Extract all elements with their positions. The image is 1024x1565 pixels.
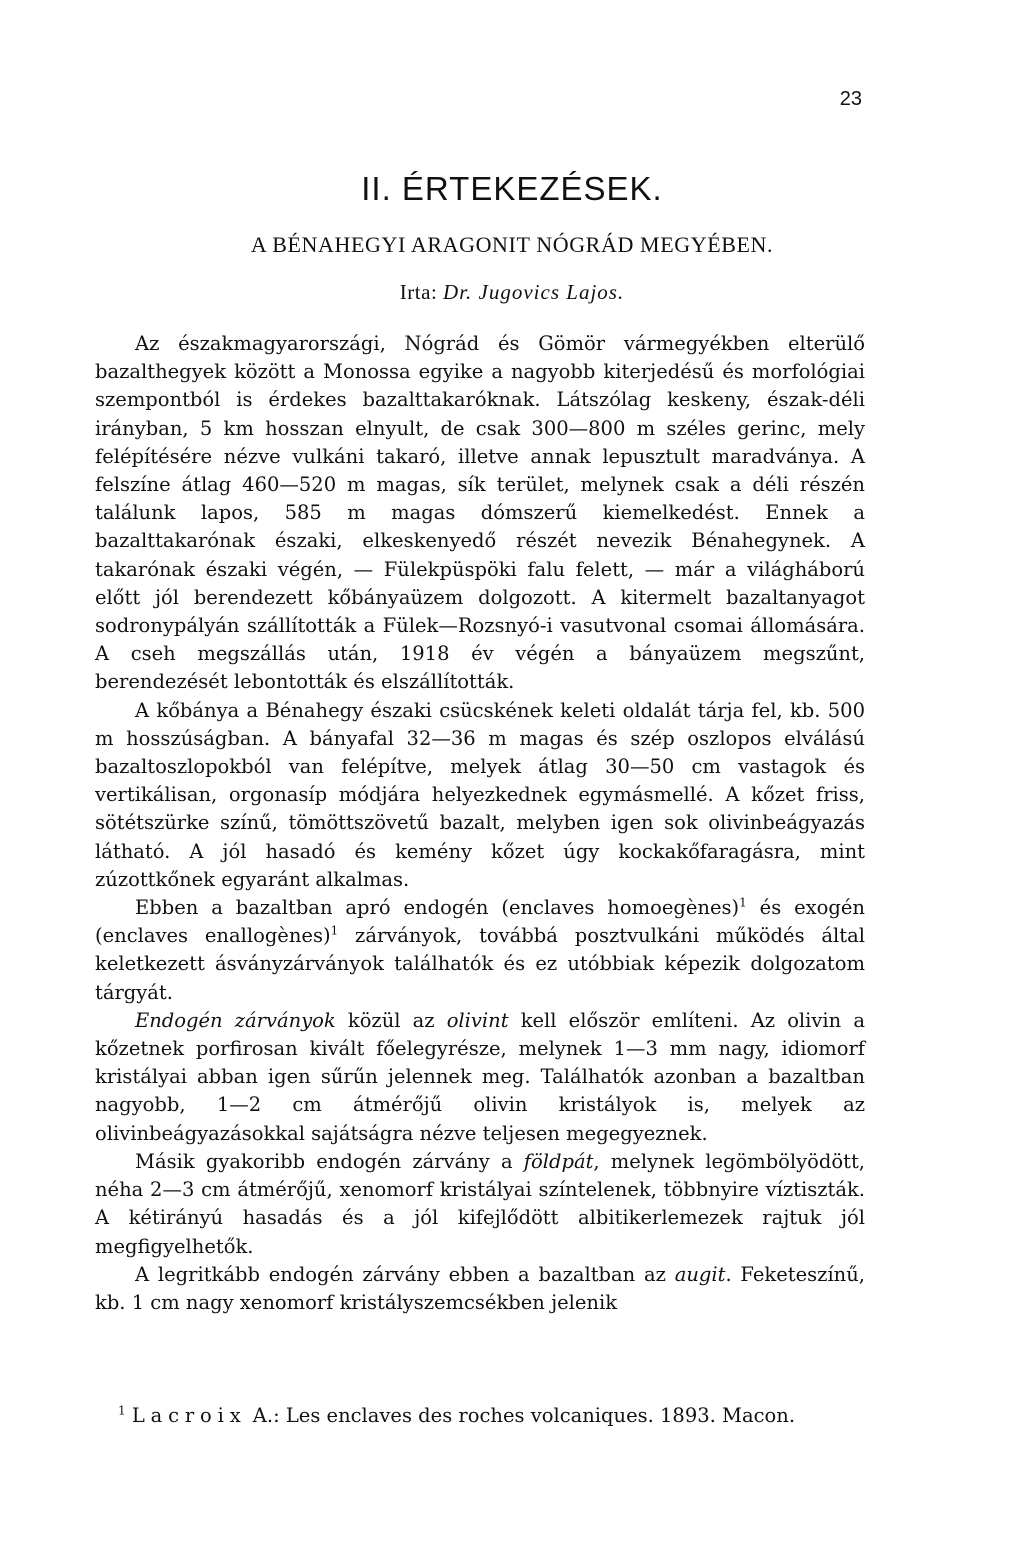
- paragraph-2: A kőbánya a Bénahegy északi csücskének keleti oldalát tárja fel, kb. 500 m hosszúságban. A bányafal 32—36 m magas és szép oszlopos elválású bazaltoszlopokból van felépítve, melyek átlag 30—50 cm vastagok és vertikálisan, orgonasíp módjára helyezkednek egymásmellé. A kőzet friss, sötétszürke színű, tömöttszövetű bazalt, melyben igen sok olivinbeágyazás látható. A jól hasadó és kemény kőzet úgy kockakőfaragásra, mint zúzottkőnek egyaránt alkalmas.: [95, 698, 865, 891]
- footnote-ref-1: 1: [739, 895, 747, 910]
- paragraph-6-text-1: A legritkább endogén zárvány ebben a bazaltban az: [135, 1262, 675, 1286]
- footnote-ref-2: 1: [330, 923, 339, 938]
- byline-author: Dr. Jugovics Lajos.: [443, 280, 625, 304]
- paragraph-5-emphasis-1: földpát: [523, 1149, 594, 1173]
- page-number: 23: [839, 88, 862, 110]
- article-title: A BÉNAHEGYI ARAGONIT NÓGRÁD MEGYÉBEN.: [250, 232, 774, 257]
- paragraph-5: [95, 1148, 865, 1261]
- paragraph-4-emphasis-1: Endogén zárványok: [135, 1008, 336, 1032]
- paragraph-4-emphasis-2: olivint: [446, 1008, 509, 1032]
- footnote-marker: 1: [118, 1403, 126, 1418]
- paragraph-4-text-1: közül az: [335, 1008, 447, 1032]
- paragraph-5-text-1: Másik gyakoribb endogén zárvány a: [135, 1149, 524, 1173]
- paragraph-6-emphasis-1: augit: [674, 1262, 726, 1286]
- paragraph-3-text-2: és exogén (enclaves enallogènes): [95, 896, 865, 948]
- paragraph-1: Az északmagyarországi, Nógrád és Gömör vármegyékben elterülő bazalthegyek között a Monossa egyike a nagyobb kiterjedésű és morfológiai szempontból is érdekes bazalttakaróknak. Látszólag keskeny, észak-déli irányban, 5 km hosszan elnyult, de csak 300—800 m széles gerinc, mely felépítésére nézve vulkáni takaró, illetve annak lepusztult maradványa. A felszíne átlag 460—520 m magas, sík terület, melynek csak a déli részén találunk lapos, 585 m magas dómszerű kiemelkedést. Ennek a bazalttakarónak északi, elkeskenyedő részét nevezik Bénahegynek. A takarónak északi végén, — Fülekpüspöki falu felett, — már a világháború előtt jól berendezett kőbányaüzem dolgozott. A kitermelt bazaltanyagot sodronypályán szállították a Fülek—Rozsnyó-i vasutvonal csomai állomására. A cseh megszállás után, 1918 év végén a bányaüzem megszűnt, berendezését lebontották és elszállították.: [95, 332, 865, 694]
- article-body: [95, 330, 865, 1317]
- section-heading: II. ÉRTEKEZÉSEK.: [361, 170, 663, 207]
- paragraph-3: [95, 894, 865, 1007]
- paragraph-6-text-2: . Feketeszínű, kb. 1 cm nagy xenomorf kristályszemcsékben jelenik: [95, 1262, 865, 1314]
- footnote-text: A.: Les enclaves des roches volcaniques. 1893. Macon.: [246, 1404, 796, 1427]
- paragraph-3-text-1: Ebben a bazaltban apró endogén (enclaves homoegènes): [135, 896, 740, 920]
- footnote: [118, 1402, 878, 1430]
- paragraph-3-text-3: zárványok, továbbá posztvulkáni működés által keletkezett ásványzárványok találhatók és ez utóbbiak képezik dolgozatom tárgyát.: [95, 924, 865, 1004]
- paragraph-4-text-2: kell először említeni. Az olivin a kőzetnek porfirosan kivált főelegyrésze, melynek 1—3 mm nagy, idiomorf kristályai abban igen sűrűn jelennek meg. Találhatók azonban a bazaltban nagyobb, 1—2 cm átmérőjű olivin kristályok is, melyek az olivinbeágyazásokkal sajátságra nézve teljesen megegyeznek.: [95, 1008, 865, 1145]
- paragraph-6: [95, 1261, 865, 1317]
- paragraph-5-text-2: , melynek legömbölyödött, néha 2—3 cm átmérőjű, xenomorf kristályai színtelenek, többnyire víztiszták. A kétirányú hasadás és a jól kifejlődött albitikerlemezek rajtuk jól megfigyelhetők.: [95, 1149, 866, 1258]
- byline: [0, 280, 1024, 305]
- paragraph-4: [95, 1007, 865, 1148]
- footnote-author: Lacroix: [131, 1404, 247, 1427]
- byline-prefix: Irta:: [399, 280, 438, 304]
